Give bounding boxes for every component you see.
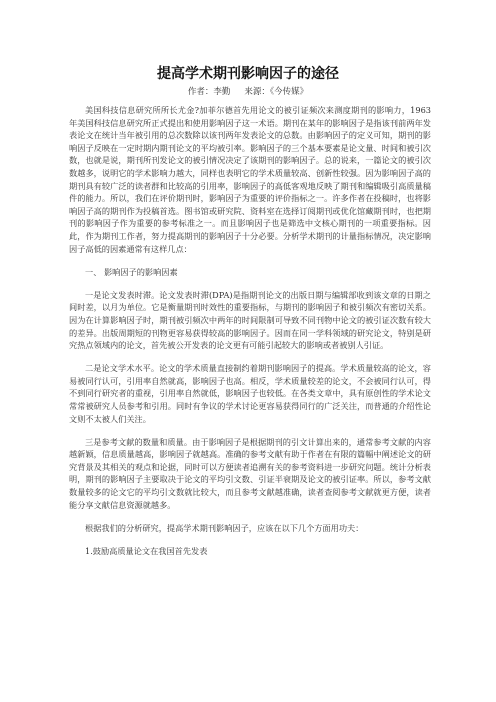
- paragraph-factor-1: 一是论文发表时滞。论文发表时滞(DPA)是指期刊论文的出版日期与编辑部收到该文章的日期之间时差，以月为单位。它是衡量期刊时效性的重要指标，与期刊的影响因子和被引频次有密切关系。因为在计算影响因子时，期刊被引频次中两年的时间限制可导致不同刊物中论文的被引证次数有较大的差异。出版周期短的刊物更容易获得较高的影响因子。因而在同一学科领域的研究论文，特别是研究热点领域内的论文，首先被公开发表的论文更有可能引起较大的影响或者被别人引证。: [69, 289, 431, 351]
- article-body: [69, 104, 431, 568]
- byline: [0, 85, 496, 97]
- article-title: 提高学术期刊影响因子的途径: [157, 66, 339, 82]
- paragraph-intro: 美国科技信息研究所所长尤金?加菲尔德首先用论文的被引证频次来测度期刊的影响力，1963 年美国科技信息研究所正式提出和使用影响因子这一术语。期刊在某年的影响因子是指该刊前两年发表论文在统计当年被引用的总次数除以该刊两年发表论文的总数。由影响因子的定义可知，期刊的影响因子反映在一定时期内期刊论文的平均被引率。影响因子的三个基本要素是论文量、时间和被引次数，也就是说，期刊所刊发论文的被引情况决定了该期刊的影响因子。总的说来，一篇论文的被引次数越多，说明它的学术影响力越大，同样也表明它的学术质量较高、创新性较强。因为影响因子高的期刊具有较广泛的读者群和比较高的引用率，影响因子的高低客观地反映了期刊和编辑吸引高质量稿件的能力。所以，我们在评价期刊时，影响因子为重要的评价指标之一。许多作者在投稿时，也将影响因子高的期刊作为投稿首选。图书馆或研究院、资料室在选择订阅期刊或优化馆藏期刊时，也把期刊的影响因子作为重要的参考标准之一。而且影响因子也是筛选中文核心期刊的一项重要指标。因此，作为期刊工作者，努力提高期刊的影响因子十分必要。分析学术期刊的计量指标情况，决定影响因子高低的因素通常有这样几点：: [69, 105, 431, 254]
- section-heading: 一、 影响因子的影响因素: [85, 266, 178, 277]
- paragraph-factor-3: 三是参考文献的数量和质量。由于影响因子是根据期刊的引文计算出来的，通常参考文献的内容越新颖，信息质量越高，影响因子就越高。准确的参考文献有助于作者在有限的篇幅中阐述论文的研究背景及其相关的观点和论据，同时可以方便读者追溯有关的参考资料进一步研究问题。统计分析表明，期刊的影响因子主要取决于论文的平均引文数、引证半衰期及论文的被引证率。所以，参考文献数量较多的论文它的平均引文数就比较大，而且参考文献越准确，读者查阅参考文献就更方便，读者能分享文献信息资源就越多。: [69, 436, 431, 510]
- source: 来源：《今传媒》: [244, 87, 309, 97]
- paragraph-transition: 根据我们的分析研究，提高学术期刊影响因子，应该在以下几个方面用功夫：: [85, 522, 364, 533]
- paragraph-factor-2: 二是论文学术水平。论文的学术质量直接制约着期刊影响因子的提高。学术质量较高的论文，容易被同行认可，引用率自然就高，影响因子也高。相反，学术质量较差的论文，不会被同行认可，得不到同行研究者的重视，引用率自然就低，影响因子也较低。在各类文章中，具有原创性的学术论文常常被研究人员参考和引用。同时有争议的学术讨论更容易获得同行的广泛关注，而普通的介绍性论文则不太被人们关注。: [69, 363, 431, 424]
- list-item-1: 1.鼓励高质量论文在我国首先发表: [85, 545, 208, 556]
- author: 作者：李勤: [187, 87, 231, 97]
